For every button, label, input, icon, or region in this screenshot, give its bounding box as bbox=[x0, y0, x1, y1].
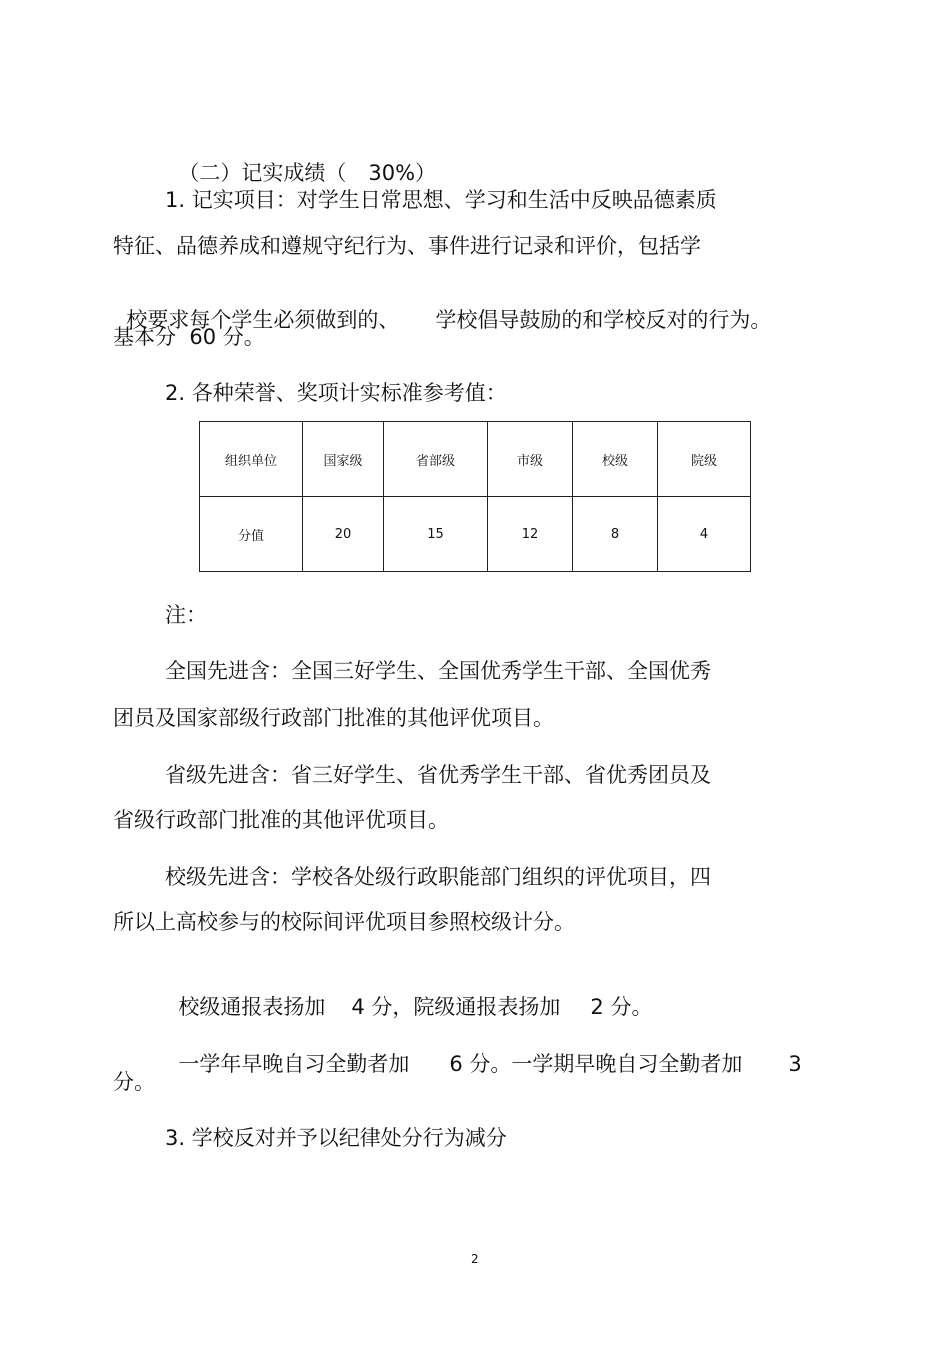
table-header-cell: 校级 bbox=[573, 422, 658, 497]
attend-part-a: 一学年早晚自习全勤者加 bbox=[178, 1052, 410, 1076]
table-header-cell: 省部级 bbox=[384, 422, 488, 497]
note-attendance-line1 bbox=[165, 1022, 802, 1078]
table-header-cell: 组织单位 bbox=[200, 422, 303, 497]
item2-title: 2. 各种荣誉、奖项计实标准参考值： bbox=[165, 381, 507, 405]
table-header-row bbox=[200, 422, 751, 497]
table-header-cell: 院级 bbox=[658, 422, 751, 497]
note-national-line2: 团员及国家部级行政部门批准的其他评优项目。 bbox=[113, 706, 554, 730]
item1-line1: 1. 记实项目：对学生日常思想、学习和生活中反映品德素质 bbox=[165, 188, 717, 212]
note-national-line1: 全国先进含：全国三好学生、全国优秀学生干部、全国优秀 bbox=[165, 659, 711, 683]
page-number: 2 bbox=[471, 1252, 479, 1266]
item1-line4: 基本分 60 分。 bbox=[113, 325, 265, 349]
item1-line3b: 学校倡导鼓励的和学校反对的行为。 bbox=[435, 308, 772, 332]
attend-part-b: 6 分。一学期早晚自习全勤者加 bbox=[449, 1052, 743, 1076]
item3-title: 3. 学校反对并予以纪律处分行为减分 bbox=[165, 1126, 507, 1150]
note-school-line2: 所以上高校参与的校际间评优项目参照校级计分。 bbox=[113, 910, 575, 934]
score-table bbox=[199, 421, 751, 572]
note-provincial-line2: 省级行政部门批准的其他评优项目。 bbox=[113, 808, 449, 832]
section-percent: 30%） bbox=[368, 161, 437, 185]
table-cell: 8 bbox=[573, 497, 658, 572]
table-header-cell: 国家级 bbox=[303, 422, 384, 497]
attend-part-c: 3 bbox=[788, 1052, 802, 1076]
note-commendation bbox=[165, 965, 652, 1021]
table-row bbox=[200, 497, 751, 572]
note-school-line1: 校级先进含：学校各处级行政职能部门组织的评优项目，四 bbox=[165, 865, 711, 889]
note-provincial-line1: 省级先进含：省三好学生、省优秀学生干部、省优秀团员及 bbox=[165, 763, 711, 787]
commend-part-a: 校级通报表扬加 bbox=[178, 995, 326, 1019]
section-title-text: （二）记实成绩（ bbox=[178, 161, 347, 185]
note-attendance-line2: 分。 bbox=[113, 1070, 155, 1094]
table-cell: 分值 bbox=[200, 497, 303, 572]
note-label: 注： bbox=[165, 603, 207, 627]
item1-line3a: 校要求每个学生必须做到的、 bbox=[126, 308, 400, 332]
table-cell: 20 bbox=[303, 497, 384, 572]
table-header-cell: 市级 bbox=[488, 422, 573, 497]
table-cell: 12 bbox=[488, 497, 573, 572]
table-cell: 15 bbox=[384, 497, 488, 572]
commend-part-b: 4 分，院级通报表扬加 bbox=[351, 995, 561, 1019]
commend-part-c: 2 分。 bbox=[590, 995, 653, 1019]
section-title bbox=[165, 131, 436, 187]
item1-line2: 特征、品德养成和遵规守纪行为、事件进行记录和评价，包括学 bbox=[113, 234, 701, 258]
table-cell: 4 bbox=[658, 497, 751, 572]
